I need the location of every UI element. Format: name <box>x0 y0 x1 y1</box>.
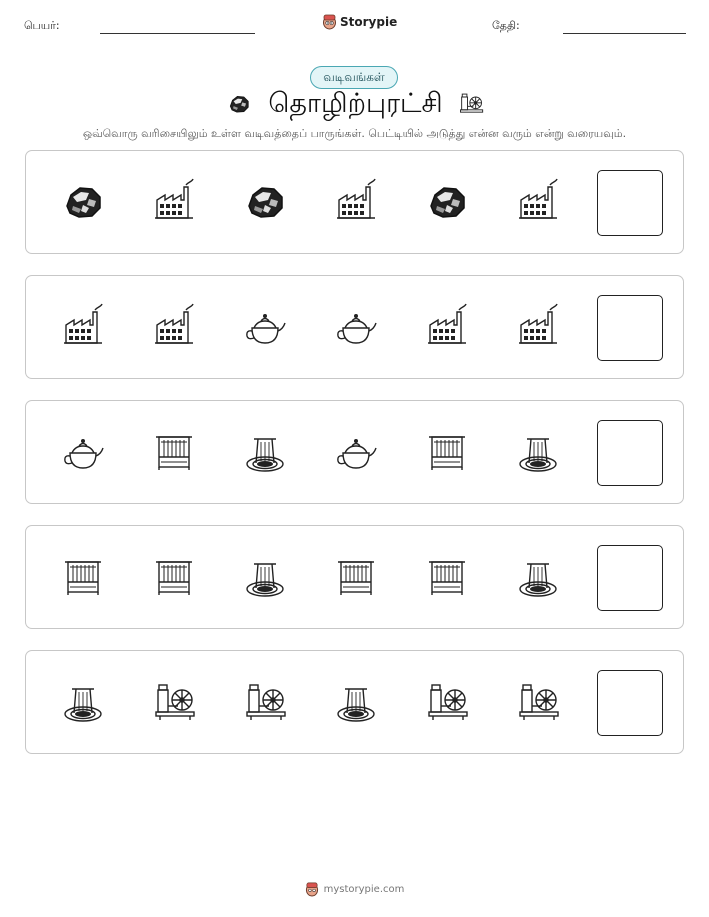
spinning-wheel-icon <box>241 678 289 726</box>
loom-icon <box>150 428 198 476</box>
answer-box[interactable] <box>597 170 663 236</box>
coal-icon <box>241 178 289 226</box>
instructions: ஒவ்வொரு வரிசையிலும் உள்ள வடிவத்தைப் பாருங்கள். பெட்டியில் அடுத்து என்ன வரும் என்று வரையவும். <box>82 127 627 140</box>
factory-icon <box>150 178 198 226</box>
pattern-row-1 <box>25 150 684 254</box>
factory-icon <box>423 303 471 351</box>
answer-box[interactable] <box>597 545 663 611</box>
teapot-icon <box>241 303 289 351</box>
teapot-icon <box>59 428 107 476</box>
page-title: தொழிற்புரட்சி <box>268 88 443 119</box>
brand-name: Storypie <box>340 14 398 29</box>
well-icon <box>332 678 380 726</box>
storypie-footer-icon <box>305 881 319 897</box>
date-line[interactable] <box>563 33 686 34</box>
loom-icon <box>59 553 107 601</box>
factory-icon <box>332 178 380 226</box>
pattern-row-5 <box>25 650 684 754</box>
coal-icon <box>59 178 107 226</box>
footer-url: mystorypie.com <box>323 883 405 895</box>
date-label: தேதி: <box>492 19 520 32</box>
well-icon <box>514 428 562 476</box>
pattern-row-4 <box>25 525 684 629</box>
spinning-wheel-icon <box>423 678 471 726</box>
pattern-row-2 <box>25 275 684 379</box>
well-icon <box>514 553 562 601</box>
pattern-row-3 <box>25 400 684 504</box>
factory-icon <box>150 303 198 351</box>
well-icon <box>59 678 107 726</box>
loom-icon <box>423 553 471 601</box>
loom-icon <box>423 428 471 476</box>
spinning-wheel-icon <box>514 678 562 726</box>
well-icon <box>241 553 289 601</box>
brand-logo <box>322 13 397 30</box>
storypie-mascot-icon <box>322 13 337 30</box>
factory-icon <box>514 178 562 226</box>
name-label: பெயர்: <box>24 19 60 32</box>
loom-icon <box>150 553 198 601</box>
coal-icon <box>224 91 254 121</box>
loom-icon <box>332 553 380 601</box>
answer-box[interactable] <box>597 420 663 486</box>
footer <box>0 881 709 897</box>
coal-icon <box>423 178 471 226</box>
teapot-icon <box>332 303 380 351</box>
factory-icon <box>514 303 562 351</box>
answer-box[interactable] <box>597 670 663 736</box>
spinning-wheel-icon <box>457 90 485 122</box>
spinning-wheel-icon <box>150 678 198 726</box>
well-icon <box>241 428 289 476</box>
title-row <box>0 88 709 123</box>
answer-box[interactable] <box>597 295 663 361</box>
category-badge: வடிவங்கள் <box>310 66 398 89</box>
teapot-icon <box>332 428 380 476</box>
factory-icon <box>59 303 107 351</box>
name-line[interactable] <box>100 33 255 34</box>
